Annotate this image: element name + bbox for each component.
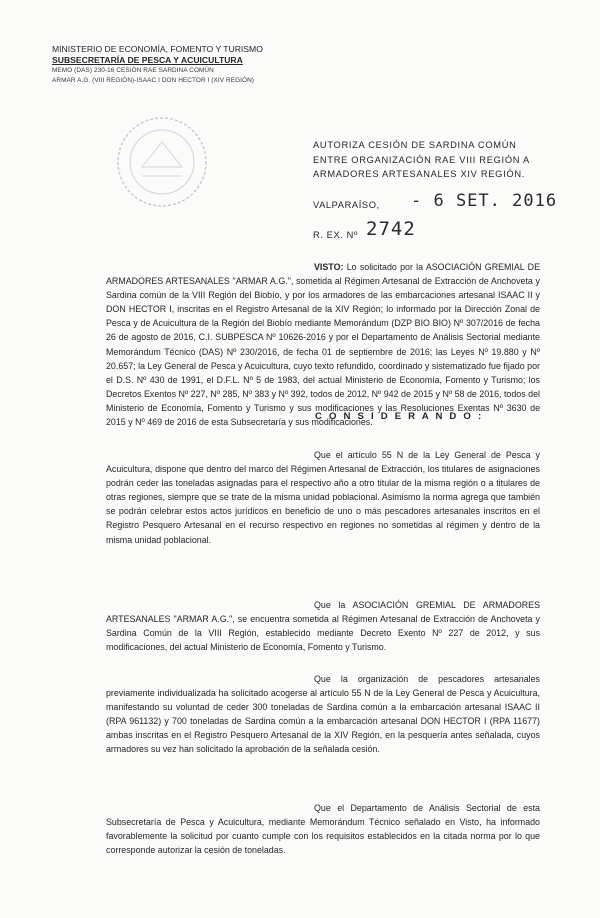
place-label: VALPARAÍSO, bbox=[313, 200, 380, 210]
considerando-2 bbox=[106, 598, 540, 654]
subsecretaria-name: SUBSECRETARÍA DE PESCA Y ACUICULTURA bbox=[52, 55, 243, 65]
resolution-number-stamp: 2742 bbox=[366, 218, 416, 240]
considerando-1-text: Que el artículo 55 N de la Ley General de Pesca y Acuicultura, dispone que dentro del marco del Régimen Artesanal de Extracción, los titulares de asignaciones podrán ceder las toneladas asignadas para el respectivo año a otro titular de la misma región o a titulares de otras regiones, siempre que se trate de la misma unidad poblacional. Asimismo la norma agrega que también se podrán celebrar estos actos jurídicos en beneficio de uno o más pescadores artesanales inscritos en el Registro Pesquero Artesanal en el recurso respectivo en regiones no sometidas al régimen y dentro de la misma unidad poblacional. bbox=[106, 450, 540, 545]
reference-line-1: MEMO (DAS) 230-16 CESIÓN RAE SARDINA COMÚN bbox=[52, 67, 214, 74]
rex-label: R. EX. Nº bbox=[313, 230, 358, 240]
resolution-subject: AUTORIZA CESIÓN DE SARDINA COMÚN ENTRE ORGANIZACIÓN RAE VIII REGIÓN A ARMADORES ARTESANALES XIV REGIÓN. bbox=[313, 140, 530, 179]
considerando-4-text: Que el Departamento de Análisis Sectorial de esta Subsecretaría de Pesca y Acuicultura, mediante Memorándum Técnico señalado en Visto, ha informado favorablemente la solicitud por cuanto cumple con los requisitos establecidos en la citada norma por lo que corresponde autorizar la cesión de toneladas. bbox=[106, 803, 540, 856]
reference-line-2: ARMAR A.G. (VIII REGIÓN)-ISAAC I DON HECTOR I (XIV REGIÓN) bbox=[52, 77, 255, 84]
resolution-date-stamp: - 6 SET. 2016 bbox=[411, 191, 558, 211]
visto-label: VISTO: bbox=[314, 262, 344, 272]
considerando-4 bbox=[106, 801, 540, 857]
considerando-3-text: Que la organización de pescadores artesanales previamente individualizada ha solicitado acogerse al artículo 55 N de la Ley General de Pesca y Acuicultura, manifestando su voluntad de ceder 300 toneladas de Sardina común a la embarcación artesanal ISAAC II (RPA 961132) y 700 toneladas de Sardina común a la embarcación artesanal DON HECTOR I (RPA 11677) ambas inscritas en el Registro Pesquero Artesanal de la XIV Región, en la pesquería antes señalada, cuyos armadores su vez han solicitado la aprobación de la señalada cesión. bbox=[106, 674, 540, 755]
visto-paragraph bbox=[106, 260, 540, 429]
considerando-heading: C O N S I D E R A N D O : bbox=[315, 411, 484, 422]
considerando-3 bbox=[106, 672, 540, 757]
ministry-name: MINISTERIO DE ECONOMÍA, FOMENTO Y TURISMO bbox=[52, 44, 263, 54]
considerando-1 bbox=[106, 448, 540, 547]
official-seal-stamp bbox=[112, 112, 212, 212]
letterhead bbox=[52, 44, 263, 86]
visto-text: Lo solicitado por la ASOCIACIÓN GREMIAL DE ARMADORES ARTESANALES "ARMAR A.G.", sometida al Régimen Artesanal de Extracción de Anchoveta y Sardina común de la VIII Región del Biobío, y por los armadores de las embarcaciones artesanal ISAAC II y DON HECTOR I, inscritas en el Registro Artesanal de la XIV Región; lo informado por la Dirección Zonal de Pesca y de Acuicultura de la Región del Biobío mediante Memorándum (DZP BIO BIO) Nº 307/2016 de fecha 26 de agosto de 2016, C.I. SUBPESCA Nº 10626-2016 y por el Departamento de Análisis Sectorial mediante Memorándum Técnico (DAS) Nº 230/2016, de fecha 01 de septiembre de 2016; las Leyes Nº 19.880 y Nº 20.657; la Ley General de Pesca y Acuicultura, cuyo texto refundido, coordinado y sistematizado fue fijado por el D.S. Nº 430 de 1991, el D.F.L. Nº 5 de 1983, del actual Ministerio de Economía, Fomento y Turismo; los Decretos Exentos Nº 227, Nº 285, Nº 383 y Nº 392, todos de 2012, Nº 942 de 2015 y Nº 58 de 2016, todos del Ministerio de Economía, Fomento y Turismo y sus modificaciones y las Resoluciones Exentas Nº 3630 de 2015 y Nº 469 de 2016 de esta Subsecretaría y sus modificaciones. bbox=[106, 262, 540, 428]
considerando-2-text: Que la ASOCIACIÓN GREMIAL DE ARMADORES ARTESANALES "ARMAR A.G.", se encuentra sometida al Régimen Artesanal de Extracción de Anchoveta y Sardina Común de la VIII Región, establecido mediante Decreto Exento Nº 227 de 2012, y sus modificaciones, del actual Ministerio de Economía, Fomento y Turismo. bbox=[106, 600, 540, 653]
